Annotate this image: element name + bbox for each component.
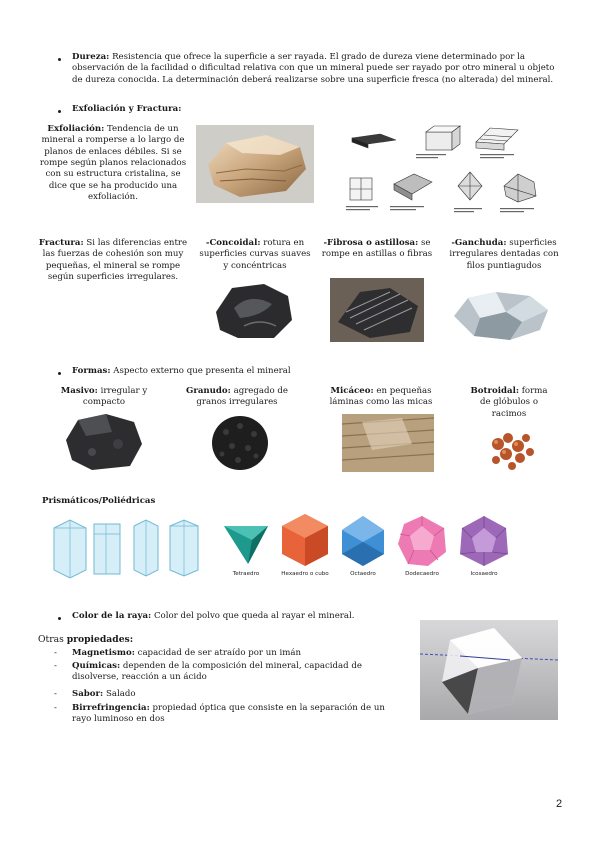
octaedro-label: Octaedro xyxy=(350,571,376,577)
forma-masivo-text: irregular y compacto xyxy=(82,386,148,408)
micaceo-photo xyxy=(342,414,434,472)
raya-text: Color del polvo que queda al rayar el mineral. xyxy=(153,611,355,621)
fibrosa-text: se rompe en astillas o fibras xyxy=(321,238,433,260)
prismaticos-heading: Prismáticos/Poliédricas xyxy=(42,496,156,506)
dodecaedro-label: Dodecaedro xyxy=(405,571,439,577)
ganchuda-photo xyxy=(450,286,552,344)
exfoliacion-fractura-heading: Exfoliación y Fractura: xyxy=(72,104,182,114)
dash-birrefringencia: - xyxy=(54,703,57,713)
bullet-dureza xyxy=(58,58,61,61)
prop-sabor-title: Sabor: xyxy=(72,689,104,699)
fractura-text: Si las diferencias entre las fuerzas de cohesión son muy pequeñas, el mineral se rompe según superficies irregulares. xyxy=(42,238,188,283)
prop-magnetismo xyxy=(72,648,402,659)
ganchuda-paragraph xyxy=(444,238,564,272)
forma-micaceo-text: en pequeñas láminas como las micas xyxy=(329,386,433,408)
exfoliation-mineral-photo xyxy=(196,125,314,203)
prop-magnetismo-text: capacidad de ser atraído por un imán xyxy=(137,648,302,658)
forma-masivo xyxy=(52,386,156,409)
page-number: 2 xyxy=(556,798,563,810)
ganchuda-title: -Ganchuda: xyxy=(451,238,507,248)
dodecaedro-shape xyxy=(396,514,448,568)
dureza-paragraph xyxy=(72,52,562,86)
otras-title: propiedades: xyxy=(66,634,134,645)
otras-heading xyxy=(38,634,133,646)
prop-quimicas xyxy=(72,661,402,684)
fibrosa-title: -Fibrosa o astillosa: xyxy=(323,238,419,248)
bullet-formas xyxy=(58,372,61,375)
concoidal-text: rotura en superficies curvas suaves y concéntricas xyxy=(199,238,311,271)
fibrosa-photo xyxy=(330,278,424,342)
forma-granudo xyxy=(182,386,292,409)
raya-paragraph xyxy=(72,611,472,622)
forma-micaceo xyxy=(326,386,436,409)
prop-magnetismo-title: Magnetismo: xyxy=(72,648,135,658)
forma-granudo-text: agregado de granos irregulares xyxy=(196,386,289,408)
octaedro-shape xyxy=(340,514,386,568)
forma-micaceo-title: Micáceo: xyxy=(330,386,374,396)
birefringence-photo xyxy=(420,620,558,720)
dash-quimicas: - xyxy=(54,661,57,671)
tetraedro-label: Tetraedro xyxy=(232,571,260,577)
concoidal-paragraph xyxy=(196,238,314,272)
forma-botroidal-text: forma de glóbulos o racimos xyxy=(479,386,548,419)
prop-sabor-text: Salado xyxy=(105,689,136,699)
bullet-exfoliacion-fractura xyxy=(58,110,61,113)
forma-botroidal-title: Botroidal: xyxy=(470,386,520,396)
botroidal-photo xyxy=(484,426,540,474)
prisms-diagram xyxy=(50,516,208,580)
forma-granudo-title: Granudo: xyxy=(185,386,231,396)
dureza-title: Dureza: xyxy=(72,52,110,62)
otras-prefix: Otras xyxy=(38,634,64,645)
exfoliacion-text: Tendencia de un mineral a romperse a lo largo de planos de enlaces débiles. Si se rompe según planos relacionados con su estructura cristalina, se dice que se ha producido una exfoliación. xyxy=(39,124,187,203)
prop-sabor xyxy=(72,689,402,700)
exfoliacion-paragraph xyxy=(38,124,188,203)
tetraedro-shape xyxy=(222,518,270,566)
exfoliacion-title: Exfoliación: xyxy=(47,124,105,134)
formas-text: Aspecto externo que presenta el mineral xyxy=(113,366,291,376)
formas-title: Formas: xyxy=(72,366,111,376)
forma-masivo-title: Masivo: xyxy=(60,386,98,396)
concoidal-title: -Concoidal: xyxy=(205,238,261,248)
granudo-photo xyxy=(210,414,270,472)
ganchuda-text: superficies irregulares dentadas con filos puntiagudos xyxy=(449,238,559,271)
formas-paragraph xyxy=(72,366,472,377)
masivo-photo xyxy=(62,410,146,472)
fibrosa-paragraph xyxy=(316,238,438,261)
hexaedro-label: Hexaedro o cubo xyxy=(281,571,329,577)
prop-birrefringencia-text: propiedad óptica que consiste en la separación de un rayo luminoso en dos xyxy=(72,703,385,725)
prop-birrefringencia xyxy=(72,703,402,726)
fractura-title: Fractura: xyxy=(38,238,84,248)
icosaedro-shape xyxy=(458,514,510,568)
cleavage-types-diagram xyxy=(340,124,562,220)
hexaedro-shape xyxy=(280,512,330,568)
raya-title: Color de la raya: xyxy=(72,611,152,621)
forma-botroidal xyxy=(464,386,554,420)
fractura-paragraph xyxy=(38,238,188,283)
concoidal-photo xyxy=(210,278,296,342)
prop-quimicas-text: dependen de la composición del mineral, capacidad de disolverse, reacción a un ácido xyxy=(72,661,362,683)
prop-birrefringencia-title: Birrefringencia: xyxy=(72,703,150,713)
dash-sabor: - xyxy=(54,689,57,699)
dash-magnetismo: - xyxy=(54,648,57,658)
prop-quimicas-title: Químicas: xyxy=(72,661,121,671)
icosaedro-label: Icosaedro xyxy=(470,571,498,577)
dureza-text: Resistencia que ofrece la superficie a ser rayada. El grado de dureza viene determinado por la observación de la facilidad o dificultad relativa con que un mineral puede ser rayado por otro mineral u objeto de dureza conocida. La determinación deberá realizarse sobre una superficie fresca (no alterada) del mineral. xyxy=(72,52,555,85)
bullet-raya xyxy=(58,617,61,620)
